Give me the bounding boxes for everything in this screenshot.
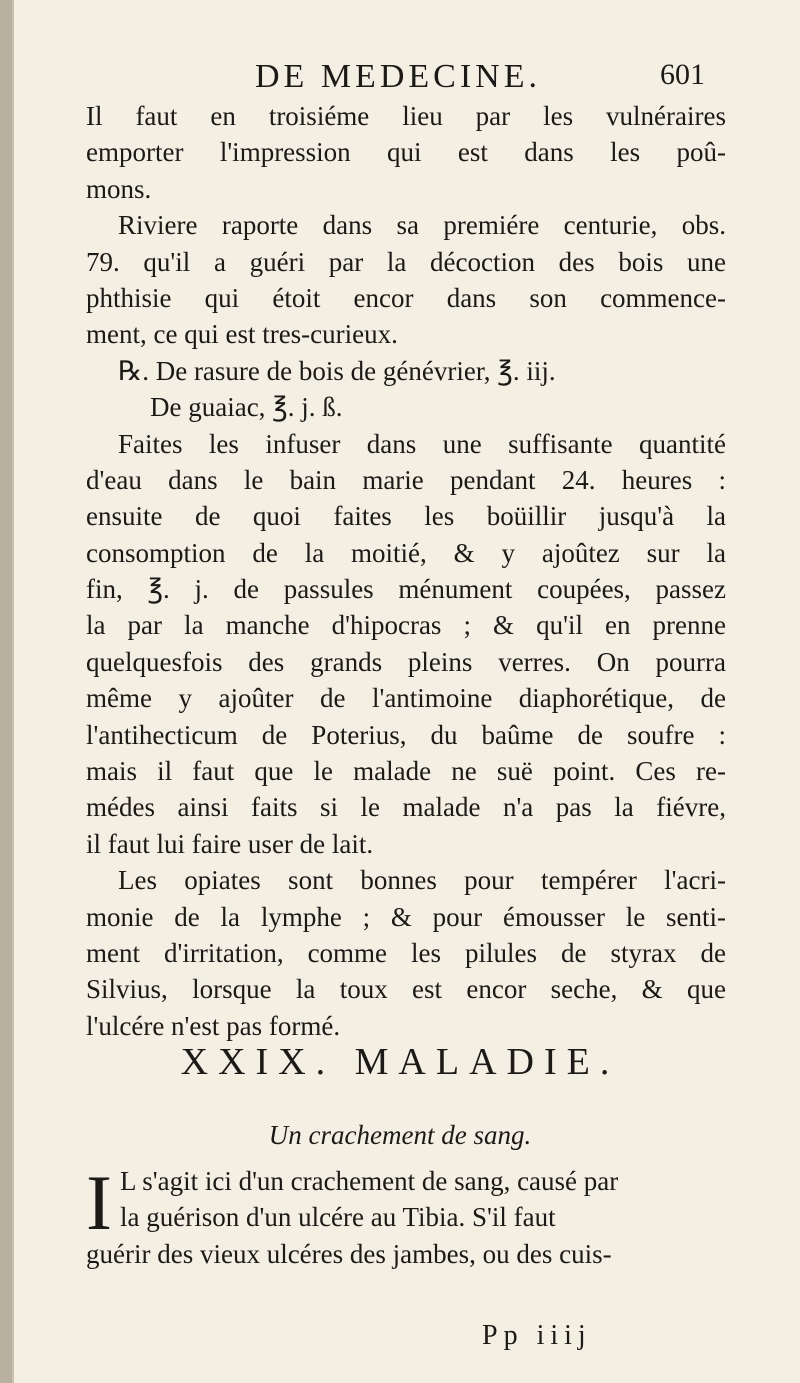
- text-line: ment d'irritation, comme les pilules de styrax de: [86, 937, 726, 968]
- recipe-line: ℞. De rasure de bois de génévrier, ℥. iij.: [118, 355, 556, 386]
- text-line: emporter l'impression qui est dans les poû-: [86, 137, 726, 168]
- text-line: Il faut en troisiéme lieu par les vulnéraires: [86, 101, 726, 131]
- signature-mark: Pp iiij: [482, 1320, 592, 1351]
- text-line: phthisie qui étoit encor dans son commence-: [86, 282, 726, 313]
- text-line: consomption de la moitié, & y ajoûtez sur la: [86, 537, 726, 568]
- text-line: fin, ℥. j. de passules ménument coupées, passez: [86, 574, 726, 605]
- section-subheading: Un crachement de sang.: [268, 1120, 532, 1150]
- text-line: médes ainsi faits si le malade n'a pas la fiévre,: [86, 792, 726, 823]
- text-line: monie de la lymphe ; & pour émousser le senti-: [86, 901, 726, 932]
- section-heading: XXIX. MALADIE.: [180, 1041, 620, 1083]
- text-line: guérir des vieux ulcéres des jambes, ou des cuis-: [86, 1238, 612, 1269]
- running-head: [0, 58, 800, 102]
- text-line: quelquesfois des grands pleins verres. On pourra: [86, 646, 726, 677]
- text-line: 79. qu'il a guéri par la décoction des bois une: [86, 246, 726, 277]
- text-line: Riviere raporte dans sa premiére centurie, obs.: [118, 210, 726, 241]
- text-line: l'antihecticum de Poterius, du baûme de soufre :: [86, 719, 726, 750]
- paragraph: [86, 1159, 726, 1273]
- drop-cap: I: [86, 1159, 112, 1246]
- body-text: [86, 98, 726, 1044]
- text-line: même y ajoûter de l'antimoine diaphorétique, de: [86, 683, 726, 714]
- text-line: d'eau dans le bain marie pendant 24. heures :: [86, 464, 726, 495]
- text-line: mais il faut que le malade ne suë point. Ces re-: [86, 756, 726, 787]
- book-gutter: [0, 0, 12, 1383]
- text-line: L s'agit ici d'un crachement de sang, causé par: [119, 1166, 619, 1196]
- text-line: la guérison d'un ulcére au Tibia. S'il faut: [119, 1202, 556, 1233]
- text-line: ensuite de quoi faites les boüillir jusqu'à la: [86, 501, 726, 532]
- text-line: il faut lui faire user de lait.: [86, 828, 374, 859]
- page-number: 601: [660, 58, 705, 91]
- text-line: la par la manche d'hipocras ; & qu'il en prenne: [86, 610, 726, 641]
- text-line: ment, ce qui est tres-curieux.: [86, 319, 398, 350]
- recipe-line: De guaiac, ℥. j. ß.: [150, 392, 343, 423]
- text-line: Les opiates sont bonnes pour tempérer l'acri-: [118, 865, 726, 896]
- text-line: l'ulcére n'est pas formé.: [86, 1010, 341, 1041]
- running-head-title: DE MEDECINE.: [255, 58, 541, 95]
- text-line: mons.: [86, 173, 152, 204]
- text-line: Faites les infuser dans une suffisante quantité: [118, 428, 726, 459]
- text-line: Silvius, lorsque la toux est encor seche, & que: [86, 974, 726, 1005]
